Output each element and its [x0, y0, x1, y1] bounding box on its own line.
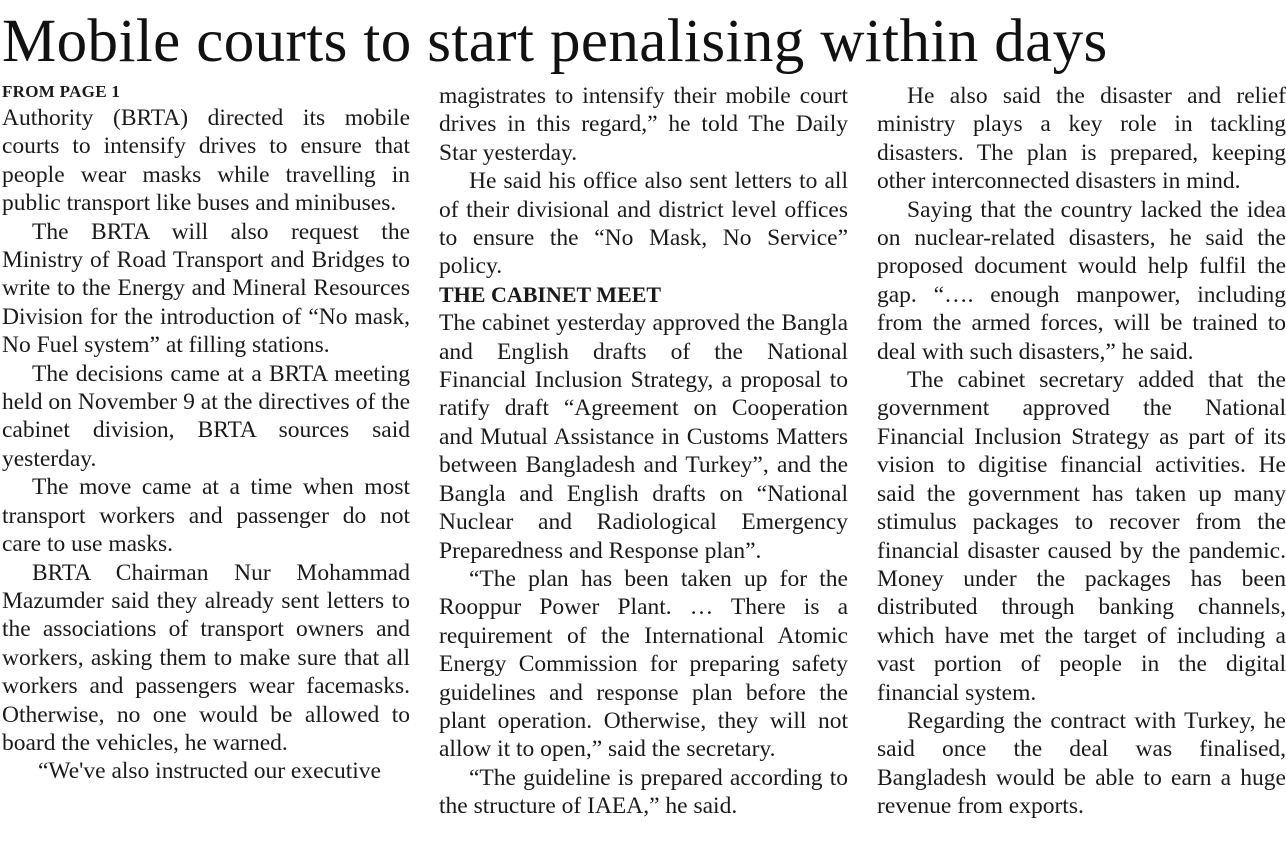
paragraph: The cabinet secretary added that the government approved the National Financial Inclusion Strategy as part of its vision to digitise financial activities. He said the government has taken up many stimulus packages to recover from the financial disaster caused by the pandemic. Money under the packages has been distributed through banking channels, which have met the target of including a vast portion of people in the digital financial system. — [877, 367, 1286, 706]
paragraph: “We've also instructed our executive — [38, 758, 381, 785]
article-column-3 — [877, 82, 1286, 821]
paragraph: “The plan has been taken up for the Rooppur Power Plant. … There is a requirement of the International Atomic Energy Commission for preparing safety guidelines and response plan before the plant operation. Otherwise, they will not allow it to open,” said the secretary. — [439, 565, 848, 763]
paragraph: The BRTA will also request the Ministry of Road Transport and Bridges to write to the Energy and Mineral Resources Division for the introduction of “No mask, No Fuel system” at filling stations. — [2, 218, 410, 359]
continuation-kicker: FROM PAGE 1 — [2, 82, 121, 101]
paragraph: Regarding the contract with Turkey, he said once the deal was finalised, Bangladesh would be able to earn a huge revenue from exports. — [877, 707, 1286, 820]
paragraph: The cabinet yesterday approved the Bangla and English drafts of the National Financial Inclusion Strategy, a proposal to ratify draft “Agreement on Cooperation and Mutual Assistance in Customs Matters between Bangladesh and Turkey”, and the Bangla and English drafts on “National Nuclear and Radiological Emergency Preparedness and Response plan”. — [439, 310, 848, 564]
article-column-1 — [2, 80, 410, 786]
paragraph: magistrates to intensify their mobile court drives in this regard,” he told The Daily Star yesterday. — [439, 83, 848, 166]
paragraph: Authority (BRTA) directed its mobile courts to intensify drives to ensure that people wear masks while travelling in public transport like buses and minibuses. — [2, 105, 410, 217]
paragraph: BRTA Chairman Nur Mohammad Mazumder said they already sent letters to the associations of transport owners and workers, asking them to make sure that all workers and passengers wear facemasks. Otherwise, no one would be allowed to board the vehicles, he warned. — [2, 559, 410, 756]
section-subhead: THE CABINET MEET — [439, 281, 662, 307]
paragraph: The move came at a time when most transport workers and passenger do not care to use masks. — [2, 474, 410, 558]
headline: Mobile courts to start penalising within days — [2, 8, 1108, 75]
paragraph: Saying that the country lacked the idea on nuclear-related disasters, he said the proposed document would help fulfil the gap. “…. enough manpower, including from the armed forces, will be trained to deal with such disasters,” he said. — [877, 196, 1286, 365]
paragraph: He said his office also sent letters to all of their divisional and district level offices to ensure the “No Mask, No Service” policy. — [439, 168, 848, 280]
paragraph: The decisions came at a BRTA meeting held on November 9 at the directives of the cabinet division, BRTA sources said yesterday. — [2, 360, 410, 472]
paragraph: He also said the disaster and relief ministry plays a key role in tackling disasters. The plan is prepared, keeping other interconnected disasters in mind. — [877, 83, 1286, 195]
paragraph: “The guideline is prepared according to the structure of IAEA,” he said. — [439, 764, 848, 820]
article-column-2 — [439, 82, 848, 821]
